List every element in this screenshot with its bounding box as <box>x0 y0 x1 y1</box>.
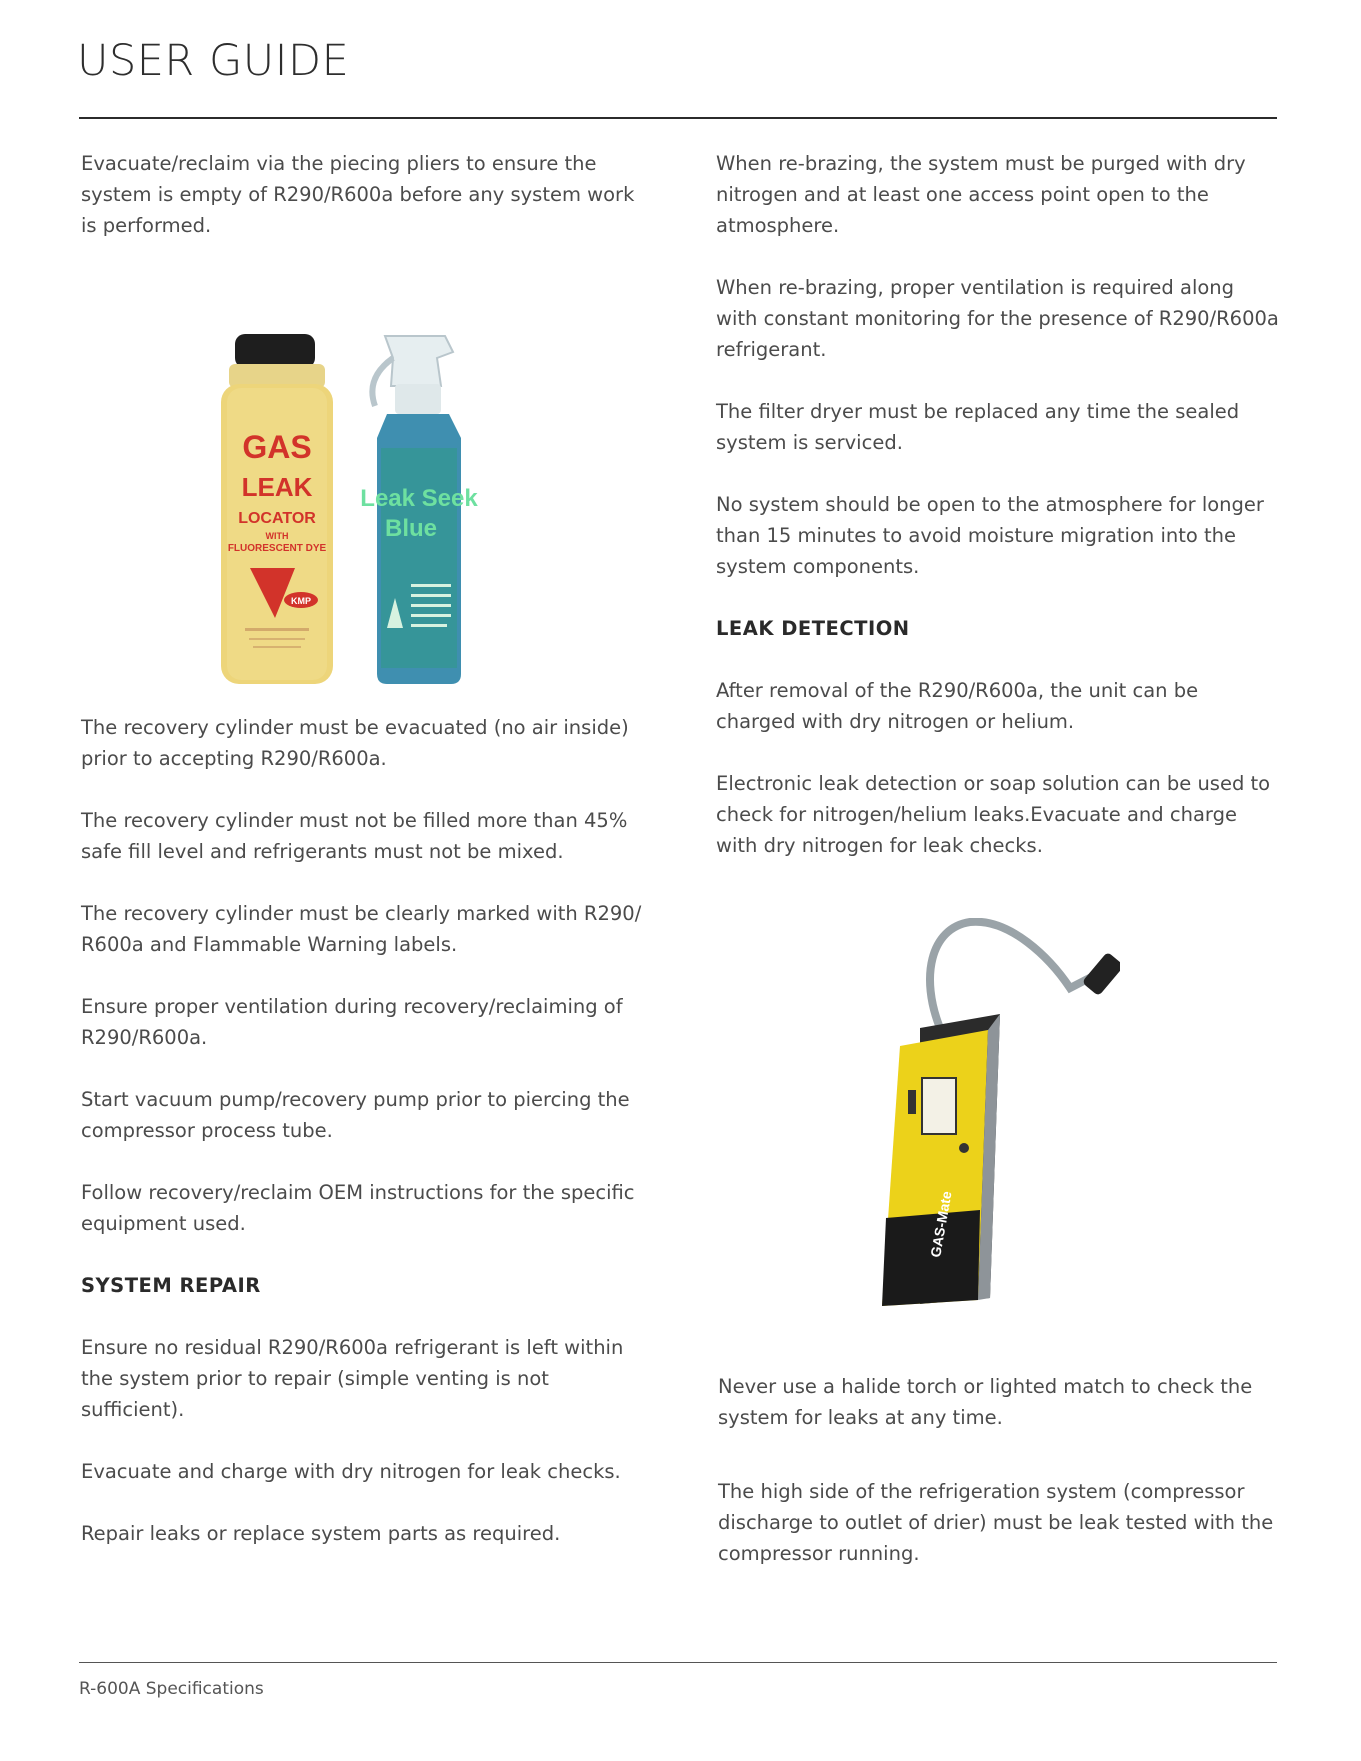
system-repair-heading: SYSTEM REPAIR <box>81 1274 261 1297</box>
right-column <box>716 148 1281 861</box>
right-paragraph-3: The filter dryer must be replaced any time the sealed system is serviced. <box>716 400 1240 454</box>
repair-paragraph-1: Ensure no residual R290/R600a refrigerant is left within the system prior to repair (simple venting is not sufficient). <box>81 1336 624 1421</box>
right-paragraph-1: When re-brazing, the system must be purged with dry nitrogen and at least one access point open to the atmosphere. <box>716 152 1246 237</box>
header-divider <box>79 117 1277 119</box>
bottle1-line1: GAS <box>242 429 312 465</box>
bottle1-line3: LOCATOR <box>238 510 316 527</box>
repair-paragraph-2: Evacuate and charge with dry nitrogen for leak checks. <box>81 1460 621 1483</box>
bottle2-line1: Leak Seek <box>360 485 478 512</box>
bottle1-line2: LEAK <box>241 472 313 502</box>
left-paragraph-1: The recovery cylinder must be evacuated (no air inside) prior to accepting R290/R600a. <box>81 716 629 770</box>
left-intro <box>81 148 641 241</box>
left-paragraph-4: Ensure proper ventilation during recovery/reclaiming of R290/R600a. <box>81 995 623 1049</box>
page-title: USER GUIDE <box>77 36 350 86</box>
leak-paragraph-1: After removal of the R290/R600a, the unit can be charged with dry nitrogen or helium. <box>716 679 1199 733</box>
right-bottom-section <box>718 1371 1283 1569</box>
flexible-probe-icon <box>930 922 1105 1028</box>
bottle1-line5: FLUORESCENT DYE <box>227 543 327 554</box>
bottle1-brand: KMP <box>291 596 311 606</box>
right-paragraph-2: When re-brazing, proper ventilation is required along with constant monitoring for the presence of R290/R600a refrigerant. <box>716 276 1279 361</box>
leak-detection-heading: LEAK DETECTION <box>716 617 910 640</box>
left-paragraph-3: The recovery cylinder must be clearly marked with R290/ R600a and Flammable Warning labels. <box>81 902 642 956</box>
footer-text: R-600A Specifications <box>79 1679 264 1699</box>
leak-detection-bottles-image <box>215 328 515 688</box>
detector-brand: GAS-Mate <box>927 1189 955 1259</box>
bottle1-line4: WITH <box>265 531 289 541</box>
repair-paragraph-3: Repair leaks or replace system parts as required. <box>81 1522 561 1545</box>
left-paragraph-6: Follow recovery/reclaim OEM instructions for the specific equipment used. <box>81 1181 635 1235</box>
detector-display-icon <box>922 1078 956 1134</box>
footer-divider <box>79 1662 1277 1663</box>
spray-trigger-icon <box>385 336 453 386</box>
bottle-cap <box>235 334 315 368</box>
leak-paragraph-2: Electronic leak detection or soap solution can be used to check for nitrogen/helium leaks.Evacuate and charge with dry nitrogen for leak checks. <box>716 772 1271 857</box>
bottle2-line2: Blue <box>384 515 438 542</box>
halide-torch-paragraph: Never use a halide torch or lighted match to check the system for leaks at any time. <box>718 1375 1253 1429</box>
electronic-leak-detector-image <box>860 918 1120 1308</box>
intro-paragraph: Evacuate/reclaim via the piecing pliers to ensure the system is empty of R290/R600a before any system work is performed. <box>81 152 635 237</box>
high-side-paragraph: The high side of the refrigeration system (compressor discharge to outlet of drier) must be leak tested with the compressor running. <box>718 1480 1274 1565</box>
left-paragraph-2: The recovery cylinder must not be filled more than 45% safe fill level and refrigerants must not be mixed. <box>81 809 628 863</box>
right-paragraph-4: No system should be open to the atmosphere for longer than 15 minutes to avoid moisture migration into the system components. <box>716 493 1264 578</box>
left-paragraph-5: Start vacuum pump/recovery pump prior to piercing the compressor process tube. <box>81 1088 630 1142</box>
left-recovery-section <box>81 712 646 1549</box>
probe-tip-icon <box>1082 952 1120 997</box>
